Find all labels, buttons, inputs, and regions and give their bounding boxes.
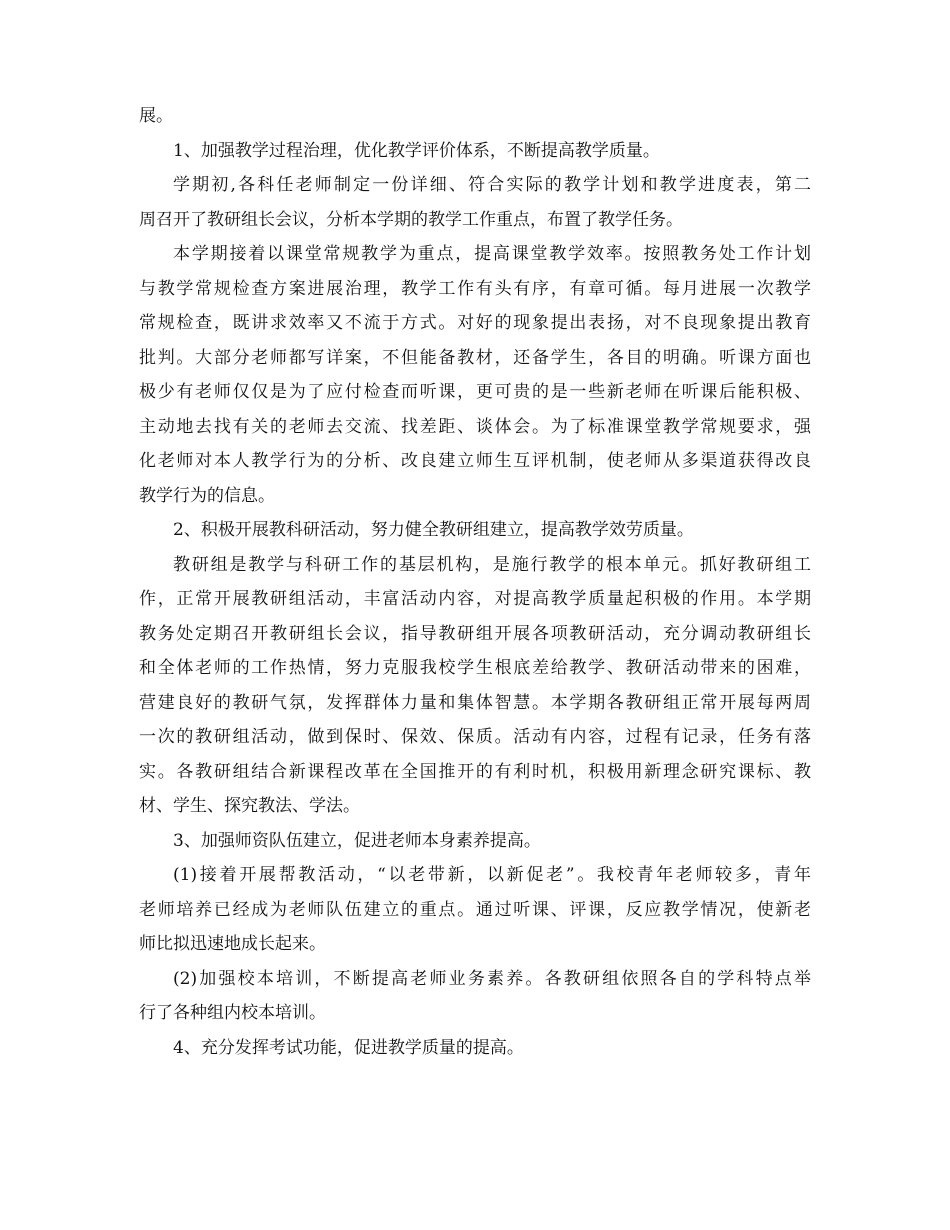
text-line: 作，正常开展教研组活动，丰富活动内容，对提高教学质量起积极的作用。本学期 (139, 589, 811, 609)
text-line: 3、加强师资队伍建立，促进老师本身素养提高。 (173, 830, 541, 851)
text-line: 1、加强教学过程治理，优化教学评价体系，不断提高教学质量。 (173, 140, 660, 161)
text-line: 老师培养已经成为老师队伍建立的重点。通过听课、评课，反应教学情况，使新老 (139, 899, 811, 920)
text-line: 师比拟迅速地成长起来。 (139, 934, 326, 954)
text-line: 本学期接着以课堂常规教学为重点，提高课堂教学效率。按照教务处工作计划 (173, 244, 811, 264)
text-line: 常规检查，既讲求效率又不流于方式。对好的现象提出表扬，对不良现象提出教育 (139, 313, 811, 333)
text-line: 一次的教研组活动，做到保时、保效、保质。活动有内容，过程有记录，任务有落 (139, 727, 811, 747)
text-line: 极少有老师仅仅是为了应付检查而听课，更可贵的是一些新老师在听课后能积极、 (139, 382, 811, 402)
text-line: 材、学生、探究教法、学法。 (139, 796, 360, 816)
text-line: 实。各教研组结合新课程改革在全国推开的有利时机，积极用新理念研究课标、教 (139, 761, 811, 782)
text-line: 批判。大部分老师都写详案，不但能备教材，还备学生，各目的明确。听课方面也 (139, 347, 811, 368)
text-line: 和全体老师的工作热情，努力克服我校学生根底差给教学、教研活动带来的困难， (139, 658, 811, 678)
text-line: 4、充分发挥考试功能，促进教学质量的提高。 (173, 1037, 524, 1058)
text-line: 化老师对本人教学行为的分析、改良建立师生互评机制，使老师从多渠道获得改良 (139, 451, 811, 471)
text-line: 学期初,各科任老师制定一份详细、符合实际的教学计划和教学进度表，第二 (173, 175, 811, 195)
text-line: 2、积极开展教科研活动，努力健全教研组建立，提高教学效劳质量。 (173, 520, 694, 540)
text-line: 营建良好的教研气氛，发挥群体力量和集体智慧。本学期各教研组正常开展每两周 (139, 692, 811, 713)
text-line: 教务处定期召开教研组长会议，指导教研组开展各项教研活动，充分调动教研组长 (139, 623, 811, 644)
text-line: (2)加强校本培训，不断提高老师业务素养。各教研组依照各自的学科特点举 (173, 968, 811, 989)
text-line: 周召开了教研组长会议，分析本学期的教学工作重点，布置了教学任务。 (139, 209, 683, 230)
text-line: 行了各种组内校本培训。 (139, 1003, 326, 1023)
text-line: 教学行为的信息。 (139, 485, 275, 506)
text-line: 展。 (139, 106, 173, 126)
text-line: 与教学常规检查方案进展治理，教学工作有头有序，有章可循。每月进展一次教学 (139, 278, 811, 299)
text-line: 教研组是教学与科研工作的基层机构，是施行教学的根本单元。抓好教研组工 (173, 554, 811, 575)
text-line: 主动地去找有关的老师去交流、找差距、谈体会。为了标准课堂教学常规要求，强 (139, 416, 811, 437)
text-line: (1)接着开展帮教活动，“以老带新，以新促老”。我校青年老师较多，青年 (173, 865, 811, 885)
